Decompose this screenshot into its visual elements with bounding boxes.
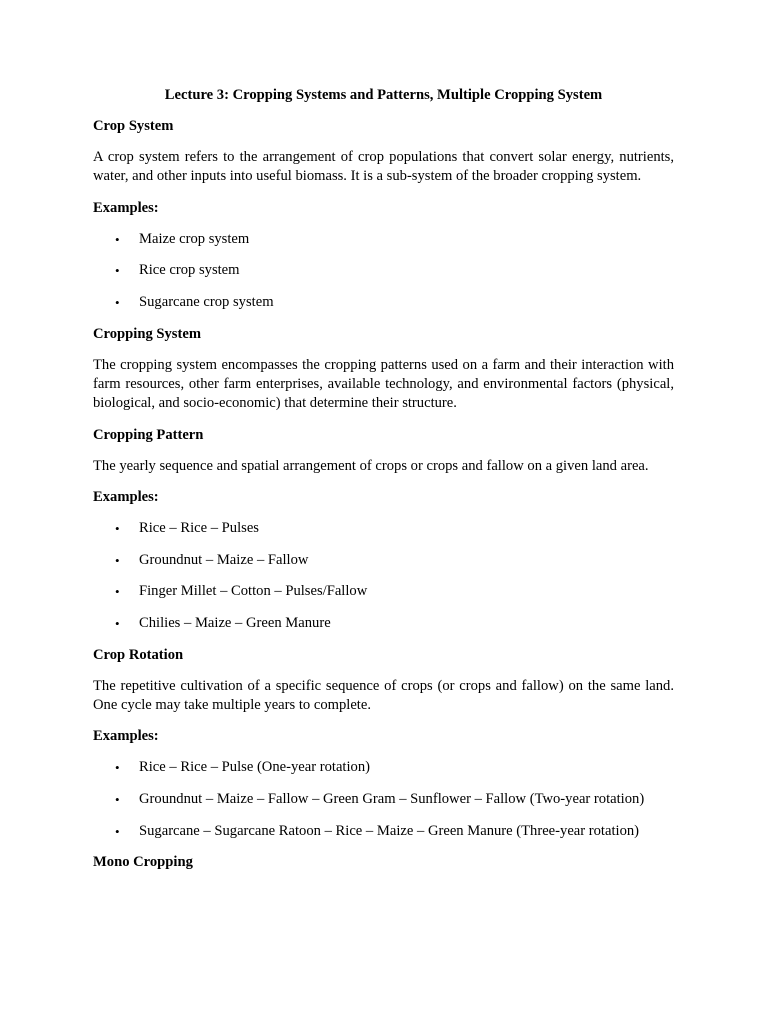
crop-system-paragraph: A crop system refers to the arrangement of crop populations that convert solar energy, nutrients, water, and other inputs into useful biomass. It is a sub-system of the broader cropping system.: [93, 149, 674, 185]
cropping-pattern-paragraph: The yearly sequence and spatial arrangement of crops or crops and fallow on a given land area.: [93, 457, 649, 474]
list-item: [93, 790, 674, 809]
section-heading-mono-cropping: Mono Cropping: [93, 854, 193, 871]
list-item: [93, 230, 674, 249]
crop-rotation-examples-list: [93, 758, 674, 841]
list-item: [93, 758, 674, 777]
list-item-text: Sugarcane crop system: [139, 293, 274, 310]
section-heading-crop-rotation: Crop Rotation: [93, 646, 184, 663]
list-item-text: Groundnut – Maize – Fallow – Green Gram – Sunflower – Fallow (Two-year rotation): [139, 790, 645, 807]
section-heading-crop-system: Crop System: [93, 118, 174, 134]
list-item-text: Maize crop system: [139, 230, 250, 247]
cropping-pattern-examples-label: Examples:: [93, 488, 159, 505]
list-item-text: Groundnut – Maize – Fallow: [139, 551, 309, 568]
crop-rotation-paragraph: The repetitive cultivation of a specific sequence of crops (or crops and fallow) on the same land. One cycle may take multiple years to complete.: [93, 677, 674, 713]
list-item-text: Sugarcane – Sugarcane Ratoon – Rice – Maize – Green Manure (Three-year rotation): [139, 822, 640, 839]
bullet-icon: •: [115, 520, 120, 536]
list-item-text: Rice – Rice – Pulse (One-year rotation): [139, 759, 370, 776]
list-item: [93, 822, 674, 841]
bullet-icon: •: [115, 294, 120, 310]
cropping-pattern-examples-list: [93, 519, 674, 633]
list-item-text: Rice – Rice – Pulses: [139, 519, 259, 536]
list-item-text: Rice crop system: [139, 262, 240, 279]
bullet-icon: •: [115, 823, 120, 839]
section-heading-cropping-pattern: Cropping Pattern: [93, 426, 204, 443]
bullet-icon: •: [115, 263, 120, 279]
list-item: [93, 582, 674, 601]
bullet-icon: •: [115, 615, 120, 631]
bullet-icon: •: [115, 231, 120, 247]
crop-rotation-examples-label: Examples:: [93, 728, 159, 745]
cropping-system-paragraph: The cropping system encompasses the cropping patterns used on a farm and their interaction with farm resources, other farm enterprises, available technology, and environmental factors (physical, biological, and socio-economic) that determine their structure.: [93, 356, 674, 412]
bullet-icon: •: [115, 791, 120, 807]
list-item: [93, 614, 674, 633]
list-item-text: Finger Millet – Cotton – Pulses/Fallow: [139, 583, 368, 600]
crop-system-examples-label: Examples:: [93, 199, 159, 216]
list-item: [93, 261, 674, 280]
crop-system-examples-list: [93, 230, 674, 313]
document-title: Lecture 3: Cropping Systems and Patterns, Multiple Cropping System: [164, 87, 603, 103]
list-item-text: Chilies – Maize – Green Manure: [139, 614, 331, 631]
section-heading-cropping-system: Cropping System: [93, 325, 201, 342]
bullet-icon: •: [115, 584, 120, 600]
bullet-icon: •: [115, 552, 120, 568]
bullet-icon: •: [115, 760, 120, 776]
list-item: [93, 293, 674, 312]
list-item: [93, 551, 674, 570]
list-item: [93, 519, 674, 538]
document-page: [93, 86, 674, 884]
